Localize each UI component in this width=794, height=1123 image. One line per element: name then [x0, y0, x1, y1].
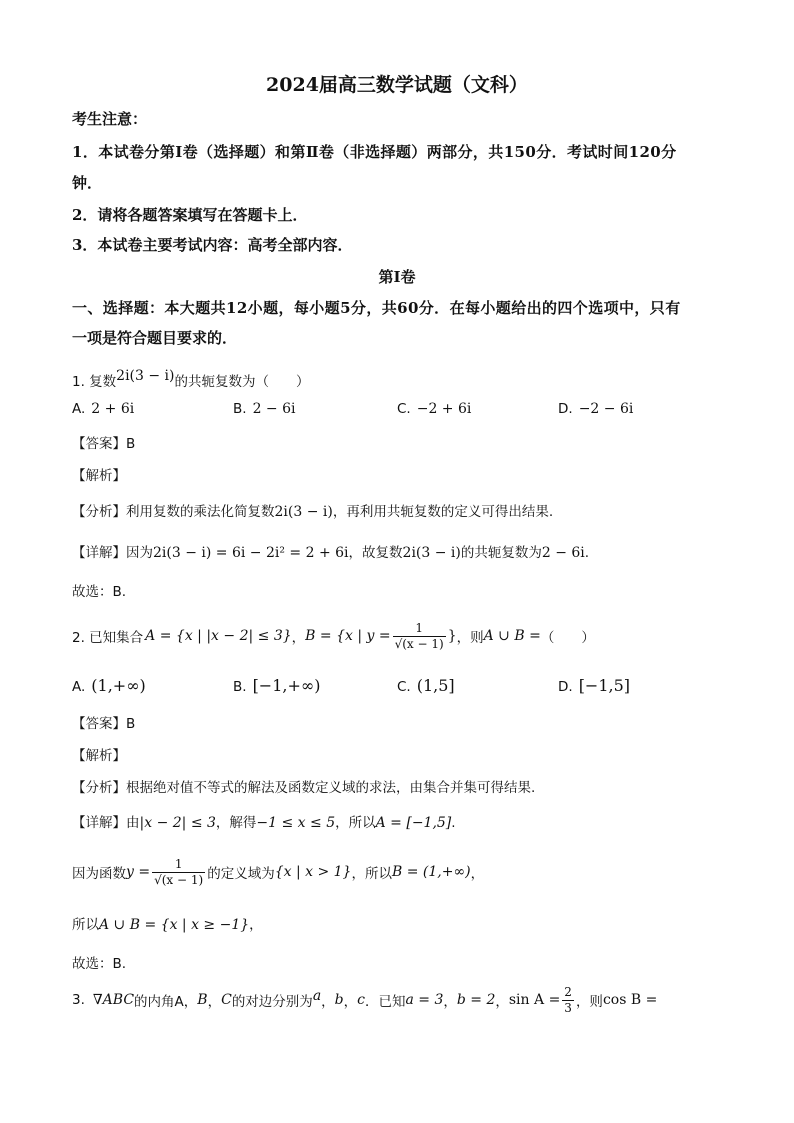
q2-fraction: $\frac{1}{√(x - 1)}$	[394, 620, 444, 651]
question-1-stem	[72, 370, 310, 390]
section-title: 第Ⅰ卷	[378, 268, 416, 286]
question-2-stem: 2. 已知集合 A = {x | |x − 2| ≤ 3} ， B = {x | y = $\frac{1}{√(x - 1)}$ } ，则 A ∪ B = （ ）	[72, 620, 595, 651]
notice-item-3: 3．本试卷主要考试内容：高考全部内容．	[72, 236, 353, 254]
q1-analysis-tag: 【解析】	[72, 468, 126, 484]
q2-answer	[72, 712, 135, 732]
notice-item-1-cont: 钟．	[72, 174, 103, 192]
q2-detail-line-2: 因为函数 y = $\frac{1}{√(x - 1)}$ 的定义域为 {x | x > 1} ，所以 B = (1,+∞) ，	[72, 856, 485, 887]
q2-option-c: C. (1,5]	[397, 676, 455, 695]
q1-option-c: C. −2 + 6i	[397, 401, 472, 417]
q1-choice: 故选：B.	[72, 584, 127, 600]
q2-analysis: 【分析】根据绝对值不等式的解法及函数定义域的求法，由集合并集可得结果.	[72, 780, 536, 796]
question-3-stem: 3. ∇ABC 的内角A， B ， C 的对边分别为 a ， b ， c ．已知 a = 3 ， b = 2 ， sin A = $\frac{2}{3}$ ，则 cos B =	[72, 984, 658, 1015]
notice-heading: 考生注意：	[72, 110, 148, 128]
answer-value: B	[126, 436, 136, 452]
q1-suffix: 的共轭复数为（ ）	[174, 374, 310, 390]
notice-item-2: 2．请将各题答案填写在答题卡上．	[72, 206, 308, 224]
q2-set-b-left: B = {x | y =	[305, 628, 391, 644]
q1-option-d: D. −2 − 6i	[558, 401, 634, 417]
answer-value: B	[126, 716, 136, 732]
q1-detail: 【详解】因为2i(3 − i) = 6i − 2i² = 2 + 6i，故复数2i(3 − i)的共轭复数为2 − 6i.	[72, 545, 590, 561]
q2-detail: 【详解】由|x − 2| ≤ 3，解得−1 ≤ x ≤ 5，所以A = [−1,5].	[72, 815, 456, 831]
q2-detail-line-3: 所以A ∪ B = {x | x ≥ −1}，	[72, 917, 263, 933]
q1-analysis: 【分析】利用复数的乘法化简复数2i(3 − i)，再利用共轭复数的定义可得出结果.	[72, 504, 554, 520]
q2-set-a: A = {x | |x − 2| ≤ 3}	[145, 628, 292, 644]
q2-analysis-tag: 【解析】	[72, 748, 126, 764]
part-one-instructions: 一、选择题：本大题共12小题，每小题5分，共60分．在每小题给出的四个选项中，只有	[72, 299, 681, 317]
q2-choice: 故选：B.	[72, 956, 127, 972]
q1-option-b: B. 2 − 6i	[233, 401, 296, 417]
q1-option-a: A. 2 + 6i	[72, 401, 135, 417]
q2-option-d: D. [−1,5]	[558, 676, 631, 695]
answer-tag: 【答案】	[72, 436, 126, 452]
q1-prefix: 1. 复数	[72, 374, 117, 390]
q1-answer	[72, 432, 135, 452]
q2-option-b: B. [−1,+∞)	[233, 676, 321, 695]
page-title: 2024届高三数学试题（文科）	[266, 74, 528, 96]
q1-expression: 2i(3 − i)	[116, 368, 175, 384]
part-one-instructions-cont: 一项是符合题目要求的．	[72, 329, 238, 347]
q2-option-a: A. (1,+∞)	[72, 676, 146, 695]
notice-item-1: 1．本试卷分第Ⅰ卷（选择题）和第Ⅱ卷（非选择题）两部分，共150分．考试时间120分	[72, 143, 677, 161]
answer-tag: 【答案】	[72, 716, 126, 732]
